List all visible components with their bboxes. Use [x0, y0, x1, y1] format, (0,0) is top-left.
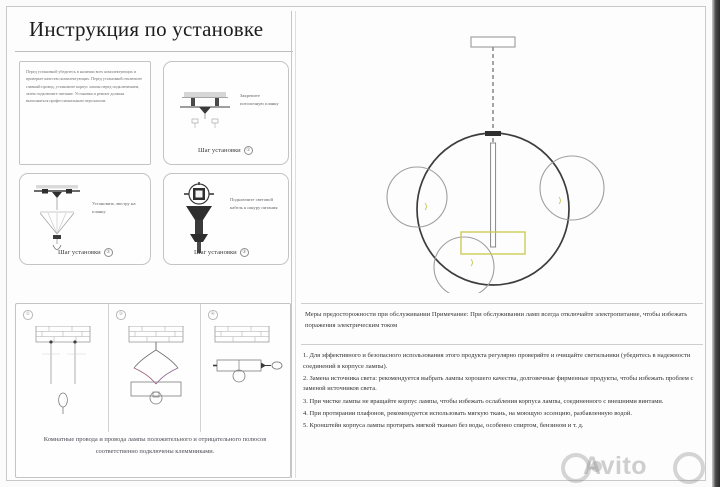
step-1-description: Закрепите потолочную планку [240, 93, 279, 107]
wiring-cell-1-number: ② [23, 310, 33, 320]
safety-rule-5: 5. Кронштейн корпуса лампы протирать мягкой тканью без воды, особенно спиртом, бензином и т. д. [303, 421, 584, 429]
ceiling-wires-icon [30, 326, 96, 422]
safety-rule-4: 4. При протирании плафонов, рекомендуется использовать мягкую ткань, на моющую эссенцию, разбавленную водой. [303, 409, 633, 417]
step-1-label [198, 146, 253, 155]
step-panel-3 [163, 173, 289, 265]
wiring-cell-2 [108, 304, 200, 432]
title-band [15, 13, 293, 52]
step-panel-1 [163, 61, 289, 165]
connect-cable-icon [174, 182, 224, 256]
step-2-description: Установить люстру на планку [92, 201, 136, 215]
safety-rule-1: 1. Для эффективного и безопасного использования этого продукта регулярно проверяйте и очищайте светильники (убедитесь в надежности соединений в корпусе лампы). [303, 352, 691, 370]
terminal-block-icon [123, 326, 189, 422]
wiring-cell-1 [16, 304, 108, 432]
step-2-label [58, 248, 113, 257]
safety-notice-text: Меры предосторожности при обслуживании Примечание: При обслуживании ламп всегда отключайте электропитание, чтобы избежать поражения электрическим током [305, 311, 688, 329]
step-3-label [194, 248, 249, 257]
step-1-label-text: Шаг установки [198, 147, 241, 154]
step-2-number: ② [104, 248, 113, 257]
step-1-number: ① [244, 146, 253, 155]
page-title: Инструкция по установке [29, 17, 264, 41]
intro-text: Перед установкой убедитесь в наличии всех комплектующих и проверьте качество комплектующих. Перед установкой отключите главный провод, установите корпус лампы перед подключением, затем подключите питание. Установка и ремонт должны выполняться профессиональным персоналом. [26, 69, 143, 104]
intro-panel [19, 61, 151, 165]
wiring-cell-2-number: ③ [116, 310, 126, 320]
wiring-cell-3-number: ④ [208, 310, 218, 320]
wiring-panel-group [15, 303, 291, 478]
safety-rule-3: 3. При чистке лампы не вращайте корпус лампы, чтобы избежать ослабления корпуса лампы, соединенного с внешними винтами. [303, 397, 664, 405]
column-divider-secondary [295, 11, 296, 478]
mounted-base-icon [211, 326, 285, 422]
lamp-illustration-area [299, 11, 705, 299]
wiring-cell-3 [200, 304, 292, 432]
step-panel-2 [19, 173, 151, 265]
wiring-caption: Комнатные провода и провода лампы положительного и отрицательного полюсов соответственно подключены клеммниками. [43, 436, 267, 455]
step-3-label-text: Шаг установки [194, 249, 237, 256]
watermark-text: Avito [583, 452, 648, 480]
scan-edge-strip [712, 0, 720, 487]
right-column [299, 11, 705, 478]
hang-chandelier-icon [28, 182, 86, 256]
step-3-description: Подключите световой кабель к шнуру питания [230, 197, 278, 211]
step-3-number: ③ [240, 248, 249, 257]
ceiling-plate-icon [174, 88, 236, 134]
manual-sheet [6, 6, 706, 481]
pendant-lamp-diagram [359, 27, 639, 293]
safety-rule-2: 2. Замена источника света: рекомендуется выбрать лампы хорошего качества, долговечные фирменные продукты, чтобы избежать проблем с заменой источников света. [303, 374, 694, 393]
step-2-label-text: Шаг установки [58, 249, 101, 256]
safety-notice-box [301, 303, 703, 345]
safety-rules-list [303, 351, 701, 433]
